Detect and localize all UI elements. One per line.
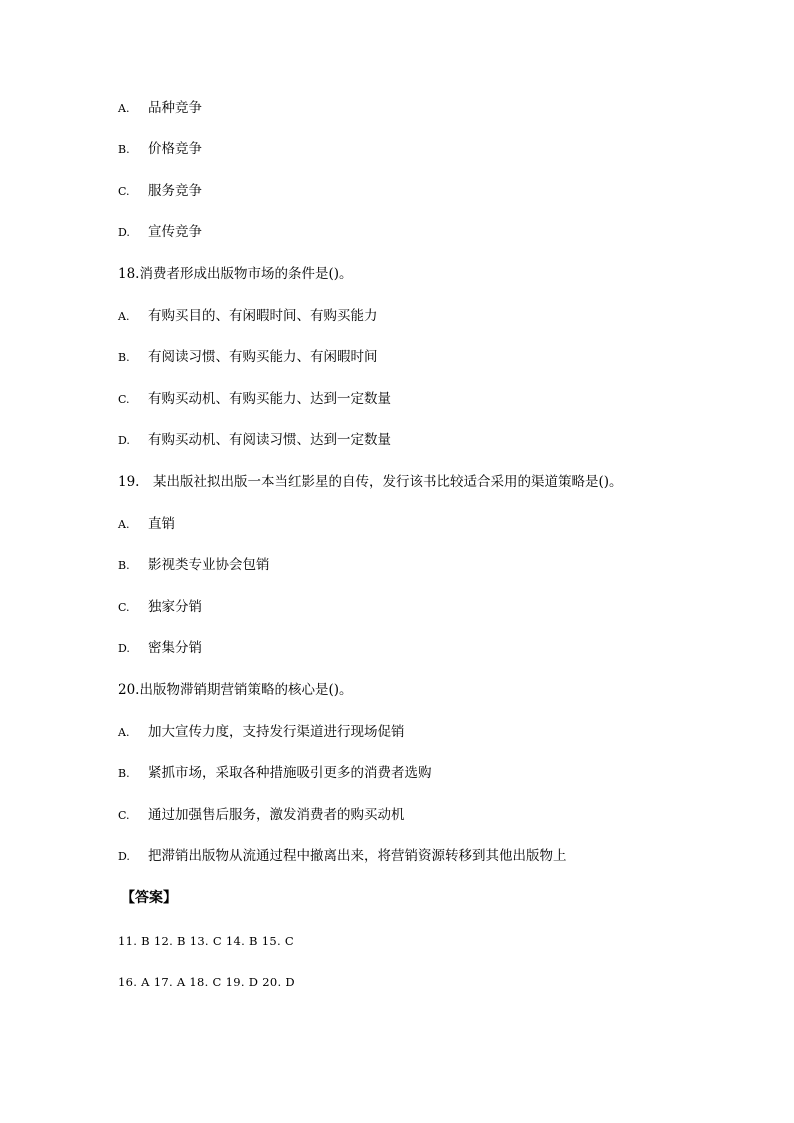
q19-stem: 19. 某出版社拟出版一本当红影星的自传，发行该书比较适合采用的渠道策略是()。 xyxy=(118,474,623,490)
option-text: 通过加强售后服务，激发消费者的购买动机 xyxy=(148,807,405,823)
q20-option-d xyxy=(118,848,567,865)
option-letter: D. xyxy=(118,434,130,447)
option-text: 宣传竞争 xyxy=(148,224,202,240)
q19-option-d xyxy=(118,640,202,657)
option-text: 紧抓市场，采取各种措施吸引更多的消费者选购 xyxy=(148,765,432,781)
option-text: 把滞销出版物从流通过程中撤离出来，将营销资源转移到其他出版物上 xyxy=(148,848,567,864)
option-text: 加大宣传力度，支持发行渠道进行现场促销 xyxy=(148,724,405,740)
answer-heading: 【答案】 xyxy=(121,890,177,906)
option-letter: A. xyxy=(118,102,130,115)
q18-option-a xyxy=(118,308,378,325)
option-letter: B. xyxy=(118,767,130,780)
q17-option-d xyxy=(118,224,202,241)
option-letter: B. xyxy=(118,143,130,156)
option-letter: A. xyxy=(118,310,130,323)
option-letter: D. xyxy=(118,226,130,239)
option-letter: C. xyxy=(118,809,130,822)
q17-option-a xyxy=(118,100,202,117)
answer-line-1: 11. B 12. B 13. C 14. B 15. C xyxy=(118,934,294,948)
q20-option-c xyxy=(118,807,405,824)
option-text: 价格竞争 xyxy=(148,141,202,157)
option-text: 直销 xyxy=(148,516,175,532)
q18-option-c xyxy=(118,391,391,408)
option-letter: A. xyxy=(118,518,130,531)
option-letter: C. xyxy=(118,601,130,614)
option-letter: C. xyxy=(118,393,130,406)
option-letter: A. xyxy=(118,726,130,739)
option-letter: C. xyxy=(118,185,130,198)
option-letter: D. xyxy=(118,850,130,863)
option-text: 有阅读习惯、有购买能力、有闲暇时间 xyxy=(148,349,378,365)
q18-option-d xyxy=(118,432,391,449)
q19-option-a xyxy=(118,516,175,533)
q17-option-c xyxy=(118,183,202,200)
q18-stem: 18.消费者形成出版物市场的条件是()。 xyxy=(118,266,353,282)
option-text: 服务竞争 xyxy=(148,183,202,199)
option-text: 独家分销 xyxy=(148,599,202,615)
option-text: 有购买动机、有购买能力、达到一定数量 xyxy=(148,391,391,407)
option-text: 有购买动机、有阅读习惯、达到一定数量 xyxy=(148,432,391,448)
option-letter: D. xyxy=(118,642,130,655)
q20-option-b xyxy=(118,765,432,782)
q17-option-b xyxy=(118,141,202,158)
q19-option-b xyxy=(118,557,270,574)
option-text: 品种竞争 xyxy=(148,100,202,116)
option-letter: B. xyxy=(118,559,130,572)
option-letter: B. xyxy=(118,351,130,364)
q18-option-b xyxy=(118,349,378,366)
q20-stem: 20.出版物滞销期营销策略的核心是()。 xyxy=(118,682,353,698)
q20-option-a xyxy=(118,724,405,741)
answer-line-2: 16. A 17. A 18. C 19. D 20. D xyxy=(118,975,295,989)
q19-option-c xyxy=(118,599,202,616)
option-text: 有购买目的、有闲暇时间、有购买能力 xyxy=(148,308,378,324)
option-text: 影视类专业协会包销 xyxy=(148,557,270,573)
option-text: 密集分销 xyxy=(148,640,202,656)
